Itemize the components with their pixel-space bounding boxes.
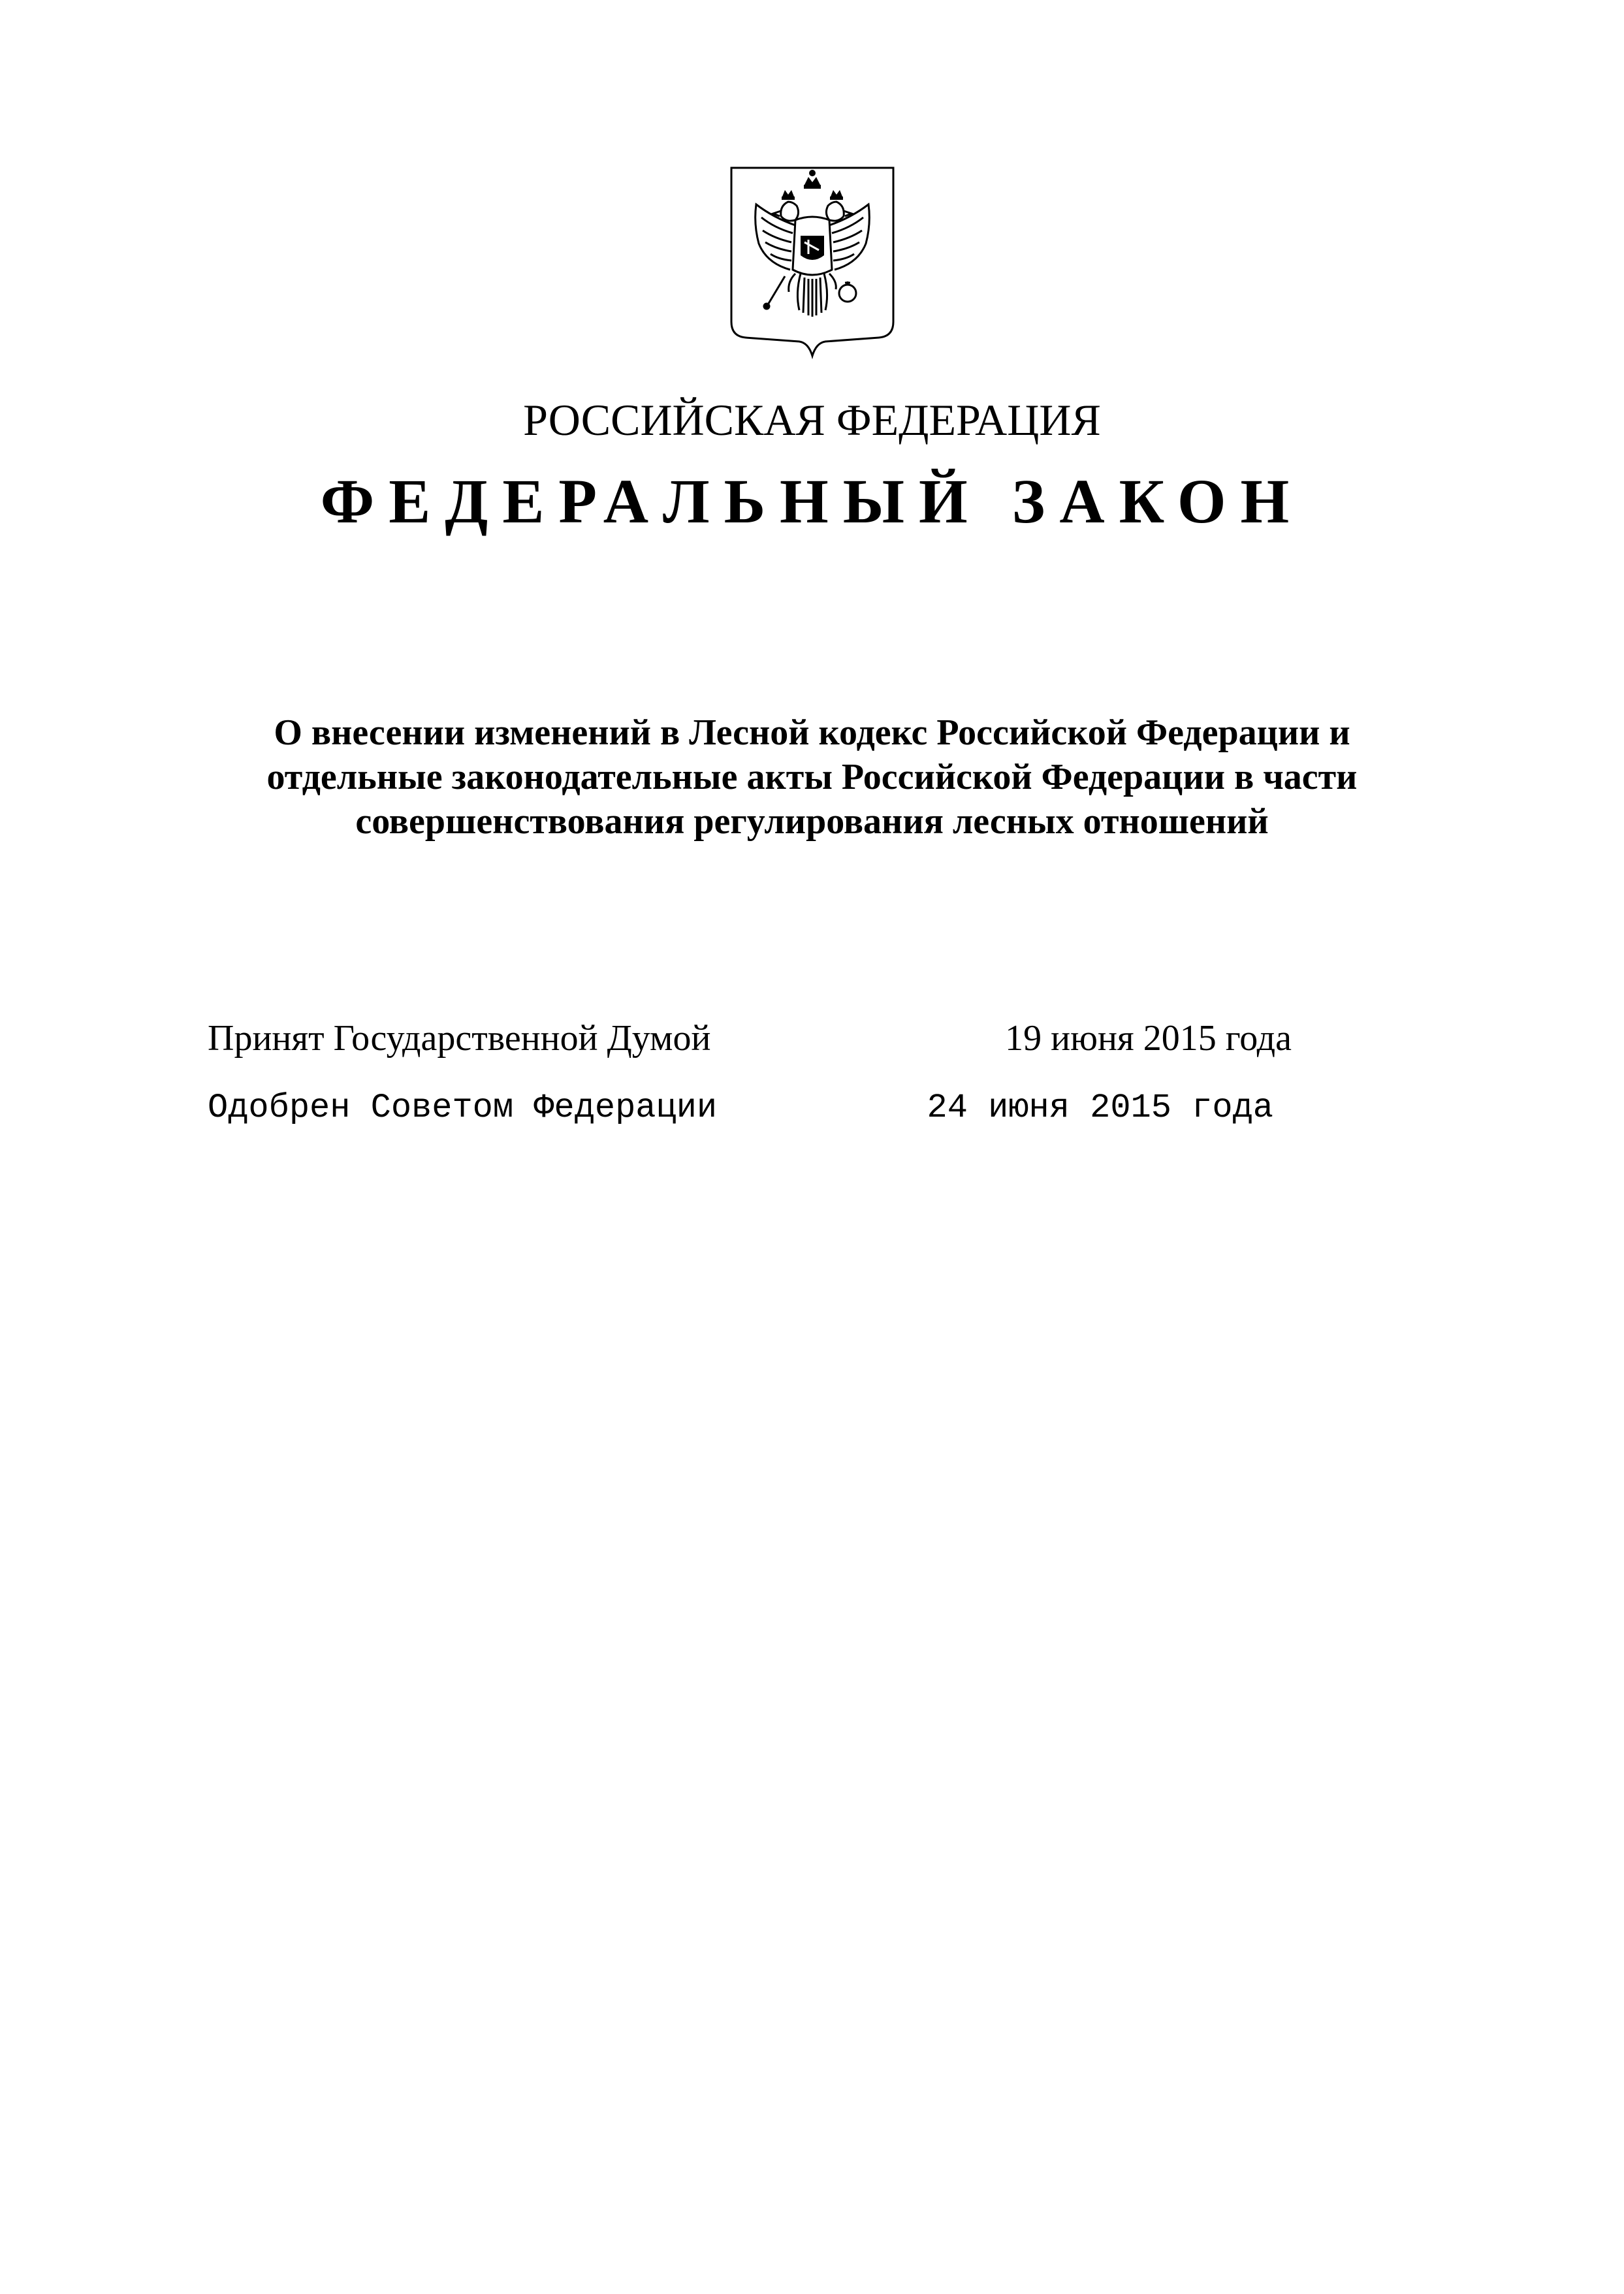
law-title-line: О внесении изменений в Лесной кодекс Российской Федерации и bbox=[274, 712, 1350, 753]
law-title bbox=[196, 710, 1428, 844]
document-type-heading: ФЕДЕРАЛЬНЫЙ ЗАКОН bbox=[320, 466, 1304, 536]
adoption-label: Принят Государственной Думой bbox=[208, 1018, 711, 1059]
approval-date: 24 июня 2015 года bbox=[927, 1089, 1273, 1127]
adoption-date: 19 июня 2015 года bbox=[1005, 1018, 1292, 1059]
country-name: РОССИЙСКАЯ ФЕДЕРАЦИЯ bbox=[523, 395, 1101, 445]
adoption-row-duma bbox=[208, 1015, 1292, 1061]
law-title-line: совершенствования регулирования лесных отношений bbox=[355, 801, 1269, 842]
adoption-row-council bbox=[208, 1085, 1292, 1131]
law-title-line: отдельные законодательные акты Российской Федерации в части bbox=[266, 757, 1358, 797]
coat-of-arms-icon bbox=[727, 165, 897, 361]
approval-label: Одобрен Советом Федерации bbox=[208, 1089, 718, 1127]
